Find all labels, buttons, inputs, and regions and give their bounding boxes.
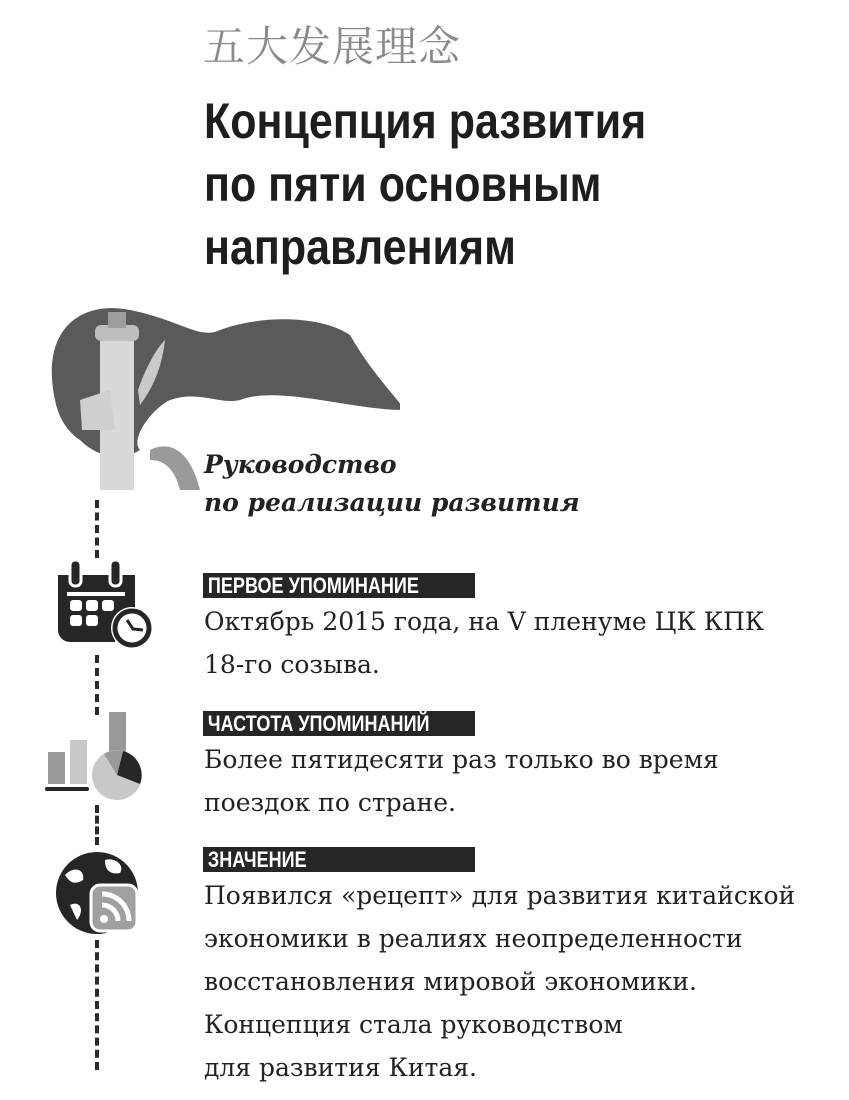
text-line: Концепция стала руководством [204, 1010, 623, 1039]
bar-pie-chart-icon [44, 710, 149, 810]
timeline-dash [95, 500, 99, 558]
globe-rss-icon [55, 845, 150, 940]
section-label-first-mention: ПЕРВОЕ УПОМИНАНИЕ [203, 573, 475, 598]
text-line: поездок по стране. [204, 788, 456, 817]
text-line: Более пятидесяти раз только во время [204, 745, 719, 774]
subtitle-line: Руководство [204, 450, 397, 479]
section-label-significance: ЗНАЧЕНИЕ [203, 847, 475, 872]
page-title [204, 90, 646, 279]
section-text-frequency [204, 738, 719, 824]
section-label-frequency: ЧАСТОТА УПОМИНАНИЙ [203, 711, 475, 736]
timeline-dash [95, 805, 99, 845]
subtitle [204, 446, 580, 522]
section-text-first-mention [204, 600, 764, 686]
text-line: Октябрь 2015 года, на V пленуме ЦК КПК [204, 607, 765, 636]
subtitle-line: по реализации развития [204, 488, 580, 517]
calendar-clock-icon [55, 560, 155, 655]
text-line: восстановления мировой экономики. [204, 967, 698, 996]
title-line: по пяти основным [204, 156, 602, 212]
text-line: экономики в реалиях неопределенности [204, 924, 743, 953]
text-line: для развития Китая. [204, 1053, 477, 1082]
chinese-title: 五大发展理念 [203, 22, 462, 71]
timeline-dash [95, 655, 99, 715]
text-line: Появился «рецепт» для развития китайской [204, 881, 796, 910]
text-line: 18-го созыва. [204, 650, 380, 679]
title-line: Концепция развития [204, 93, 647, 149]
timeline-dash [95, 940, 99, 1070]
section-text-significance [204, 874, 795, 1089]
title-line: направлениям [204, 219, 516, 275]
